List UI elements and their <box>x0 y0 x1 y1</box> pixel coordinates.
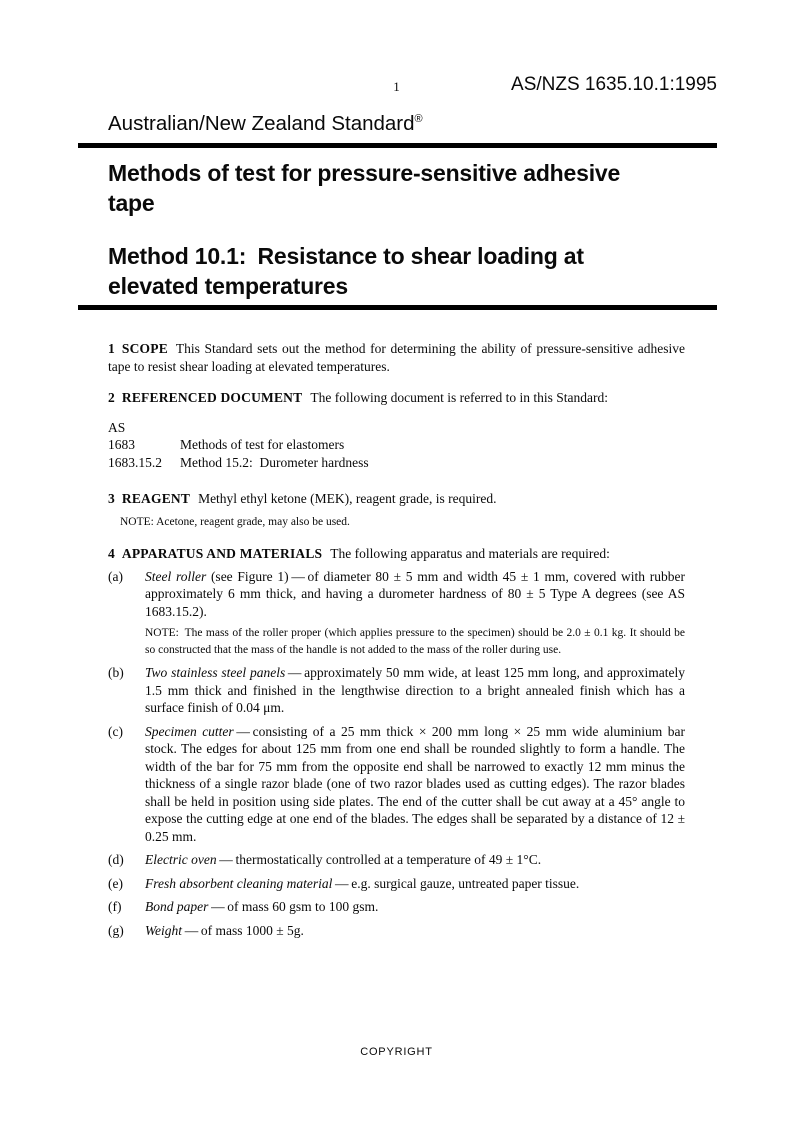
referenced-code: 1683 <box>108 437 135 452</box>
copyright-label: COPYRIGHT <box>360 1046 433 1058</box>
document-title: Methods of test for pressure-sensitive adhesive tape <box>108 160 621 216</box>
item-body <box>145 664 685 717</box>
page-number: 1 <box>393 79 400 94</box>
referenced-title: Methods of test for elastomers <box>180 437 345 452</box>
top-divider <box>78 143 717 148</box>
referenced-row <box>108 454 685 472</box>
item-term: Bond paper <box>145 899 209 914</box>
referenced-title: Method 15.2: Durometer hardness <box>180 454 369 470</box>
section-scope-heading: 1 SCOPE <box>108 341 168 356</box>
item-text <box>145 898 685 916</box>
section-scope-text: This Standard sets out the method for determining the ability of pressure-sensitive adhesive tape to resist shear loading at elevated temperatures. <box>108 341 685 374</box>
apparatus-item-f <box>108 898 685 916</box>
item-body <box>145 851 685 869</box>
document-body <box>108 340 685 945</box>
item-description: (see Figure 1) — of diameter 80 ± 5 mm and width 45 ± 1 mm, covered with rubber approximately 6 mm thick, and having a durometer hardness of 80 ± 5 Type A degrees (see AS 1683.15.2). <box>145 568 685 619</box>
item-term: Specimen cutter <box>145 723 234 739</box>
section-apparatus <box>108 545 685 563</box>
standard-code: AS/NZS 1635.10.1:1995 <box>511 74 717 95</box>
item-description: — of mass 60 gsm to 100 gsm. <box>208 899 379 914</box>
item-term: Fresh absorbent cleaning material <box>145 875 333 891</box>
apparatus-item-a <box>108 568 685 659</box>
item-label: (g) <box>108 922 124 938</box>
item-label: (c) <box>108 723 123 739</box>
item-text <box>145 875 685 893</box>
item-text <box>145 922 685 940</box>
item-text <box>145 664 685 717</box>
registered-mark: ® <box>414 113 423 126</box>
item-body <box>145 922 685 940</box>
reagent-note: NOTE: Acetone, reagent grade, may also be used. <box>120 515 350 528</box>
section-reagent-text: Methyl ethyl ketone (MEK), reagent grade, is required. <box>198 491 497 506</box>
item-term: Two stainless steel panels <box>145 665 286 680</box>
item-term: Steel roller <box>145 568 207 584</box>
item-body <box>145 898 685 916</box>
item-description: — e.g. surgical gauze, untreated paper tissue. <box>332 875 580 891</box>
title-divider <box>78 305 717 310</box>
item-text <box>145 723 685 846</box>
section-referenced-heading: 2 REFERENCED DOCUMENT <box>108 390 303 405</box>
apparatus-item-g <box>108 922 685 940</box>
referenced-documents-list <box>108 419 685 472</box>
item-text <box>145 568 685 621</box>
apparatus-item-c <box>108 723 685 846</box>
section-apparatus-text: The following apparatus and materials are required: <box>330 546 610 561</box>
apparatus-item-b <box>108 664 685 717</box>
item-description: — approximately 50 mm wide, at least 125 mm long, and approximately 1.5 mm thick and finished in the lengthwise direction to a bright annealed finish which has a surface finish of 0.04 μm. <box>145 665 685 715</box>
apparatus-item-d <box>108 851 685 869</box>
item-term: Electric oven <box>145 852 217 867</box>
item-label: (b) <box>108 665 124 680</box>
item-label: (d) <box>108 852 124 867</box>
referenced-code: 1683.15.2 <box>108 454 162 470</box>
item-label: (e) <box>108 875 123 891</box>
item-note: NOTE: The mass of the roller proper (which applies pressure to the specimen) should be 2.0 ± 0.1 kg. It should be so constructed that the mass of the handle is not added to the mass of the roller during use. <box>145 627 685 656</box>
item-label: (a) <box>108 568 123 584</box>
item-description: — consisting of a 25 mm thick × 200 mm long × 25 mm wide aluminium bar stock. The edges for about 125 mm from one end shall be rounded slightly to form a handle. The width of the bar for 75 mm from the opposite end shall be narrowed to exactly 12 mm minus the thickness of a single razor blade (one of two razor blades used as cutting edges). The razor blades shall be held in position using side plates. The end of the cutter shall be cut away at a 45° angle to expose the cutting edge at one end of the blades. The edges shall be separated by a distance of 12 ± 0.25 mm. <box>145 723 685 844</box>
section-referenced-document <box>108 389 685 407</box>
section-referenced-text: The following document is referred to in this Standard: <box>310 390 609 405</box>
item-term: Weight <box>145 922 182 938</box>
referenced-list-header: AS <box>108 419 126 435</box>
item-body <box>145 875 685 893</box>
item-description: — of mass 1000 ± 5g. <box>182 922 304 938</box>
section-reagent-heading: 3 REAGENT <box>108 491 191 506</box>
item-description: — thermostatically controlled at a temperature of 49 ± 1°C. <box>216 852 542 867</box>
section-reagent <box>108 490 685 508</box>
section-scope <box>108 340 685 375</box>
referenced-row <box>108 436 685 454</box>
item-text <box>145 851 685 869</box>
method-title: Method 10.1: Resistance to shear loading at elevated temperatures <box>108 243 584 299</box>
section-apparatus-heading: 4 APPARATUS AND MATERIALS <box>108 546 323 561</box>
item-body <box>145 723 685 846</box>
item-body <box>145 568 685 659</box>
publisher-name: Australian/New Zealand Standard <box>108 112 415 135</box>
apparatus-item-e <box>108 875 685 893</box>
item-label: (f) <box>108 899 122 914</box>
publisher-title <box>108 111 423 136</box>
